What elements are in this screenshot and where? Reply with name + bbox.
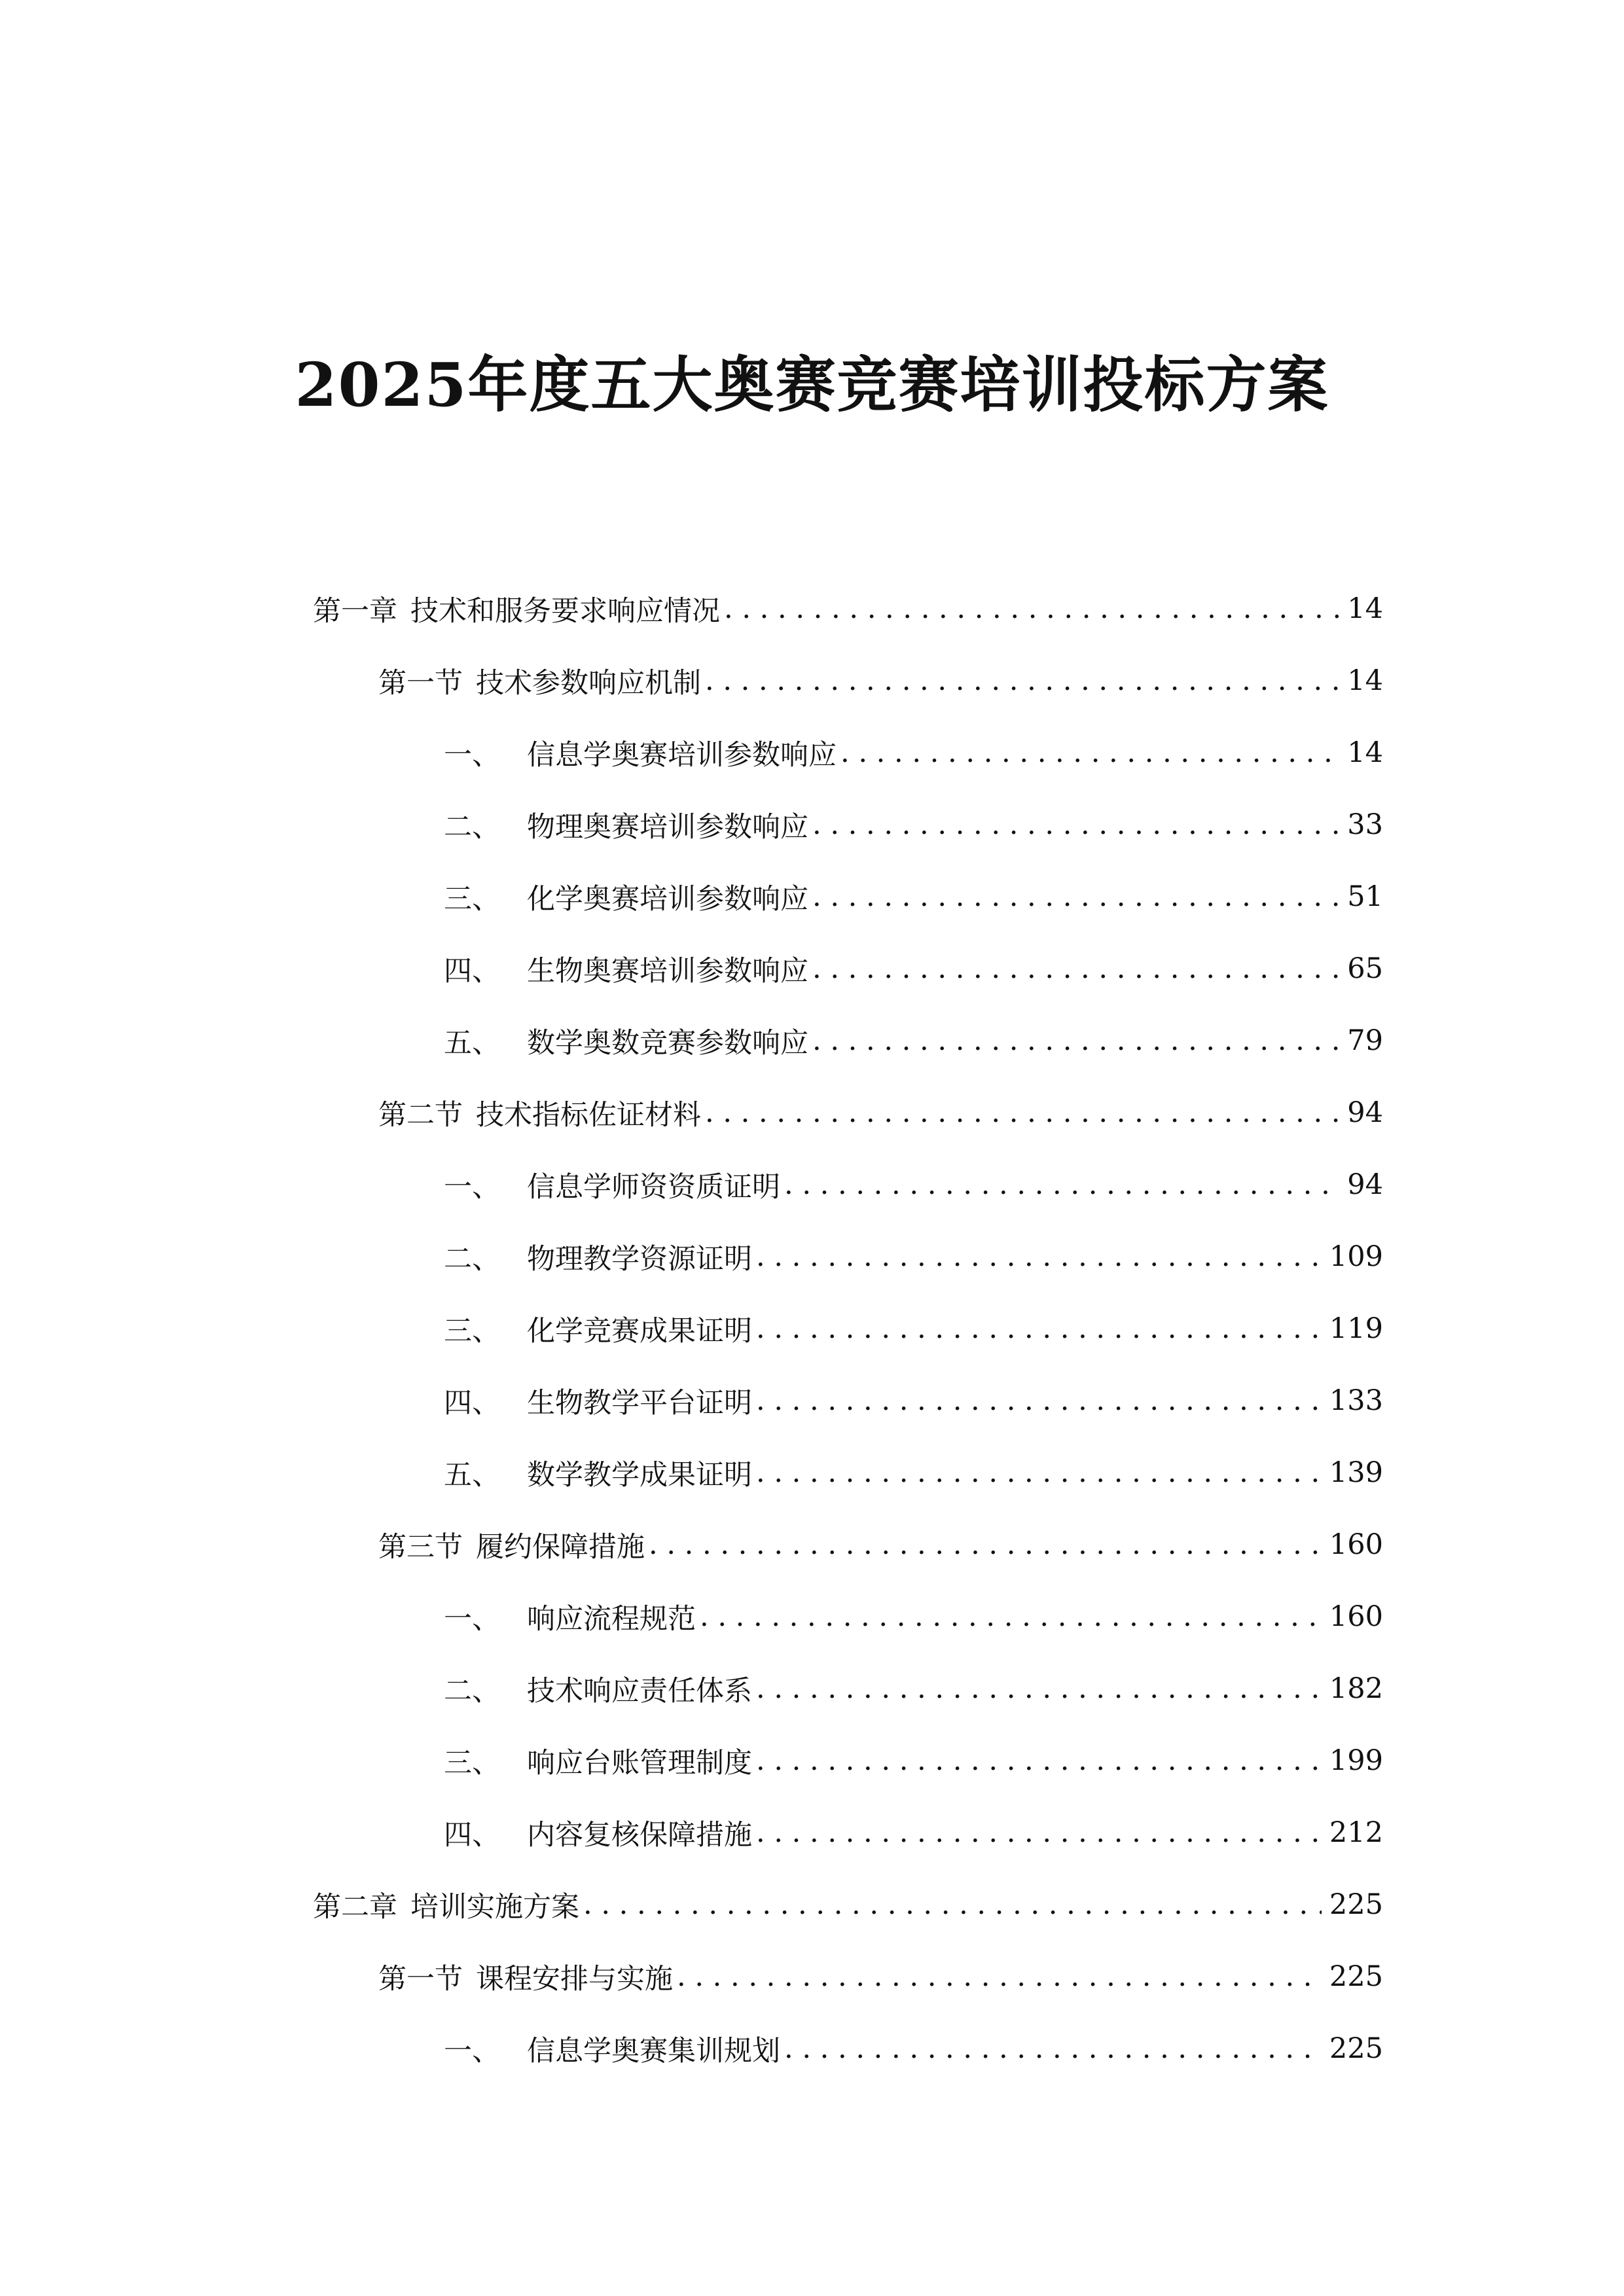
toc-entry-number: 第三节 <box>378 1530 463 1564</box>
dot-leader <box>756 1312 1322 1345</box>
toc-entry-number: 五、 <box>444 1026 500 1060</box>
dot-leader <box>756 1240 1322 1273</box>
dot-leader <box>812 1024 1339 1057</box>
toc-entry[interactable] <box>444 1725 1383 1797</box>
toc-entry-page: 14 <box>1347 592 1383 625</box>
toc-entry[interactable] <box>444 1005 1383 1077</box>
toc-entry-page: 212 <box>1329 1816 1383 1849</box>
toc-entry-title: 技术参数响应机制 <box>476 666 701 700</box>
toc-entry-page: 14 <box>1347 736 1383 769</box>
dot-leader <box>705 1096 1339 1129</box>
dot-leader <box>583 1888 1322 1921</box>
toc-entry-number: 第二节 <box>378 1098 463 1132</box>
toc-entry-title: 内容复核保障措施 <box>527 1818 752 1852</box>
toc-entry[interactable] <box>313 573 1383 645</box>
dot-leader <box>649 1528 1322 1561</box>
toc-entry[interactable] <box>444 1653 1383 1725</box>
dot-leader <box>705 664 1339 697</box>
toc-entry-title: 技术和服务要求响应情况 <box>410 594 720 628</box>
dot-leader <box>700 1600 1322 1633</box>
toc-entry-title: 信息学奥赛培训参数响应 <box>527 738 837 772</box>
dot-leader <box>724 592 1339 625</box>
toc-entry[interactable] <box>444 1149 1383 1221</box>
toc-entry-page: 109 <box>1329 1240 1383 1273</box>
toc-entry-number: 一、 <box>444 738 500 772</box>
toc-entry-title: 响应台账管理制度 <box>527 1746 752 1780</box>
toc-entry-title: 物理奥赛培训参数响应 <box>527 810 808 844</box>
toc-entry-page: 182 <box>1329 1672 1383 1705</box>
dot-leader <box>756 1672 1322 1705</box>
toc-entry[interactable] <box>378 645 1383 717</box>
toc-entry[interactable] <box>444 717 1383 789</box>
toc-entry-page: 65 <box>1347 952 1383 985</box>
toc-entry-page: 199 <box>1329 1744 1383 1777</box>
toc-entry[interactable] <box>378 1077 1383 1149</box>
toc-entry-number: 二、 <box>444 810 500 844</box>
toc-entry-page: 94 <box>1347 1096 1383 1129</box>
toc-entry-page: 33 <box>1347 808 1383 841</box>
toc-entry-page: 94 <box>1347 1168 1383 1201</box>
dot-leader <box>812 952 1339 985</box>
toc-entry-page: 160 <box>1329 1600 1383 1633</box>
toc-entry-title: 化学竞赛成果证明 <box>527 1314 752 1348</box>
toc-entry[interactable] <box>378 1941 1383 2013</box>
toc-entry-number: 二、 <box>444 1242 500 1276</box>
dot-leader <box>784 2032 1322 2065</box>
toc-entry-number: 第二章 <box>313 1890 397 1924</box>
toc-entry-title: 技术指标佐证材料 <box>476 1098 701 1132</box>
dot-leader <box>756 1816 1322 1849</box>
toc-entry-title: 信息学师资资质证明 <box>527 1170 780 1204</box>
toc-entry-page: 225 <box>1329 1960 1383 1993</box>
toc-entry-title: 生物教学平台证明 <box>527 1386 752 1420</box>
toc-entry-title: 课程安排与实施 <box>476 1962 673 1996</box>
toc-entry-number: 三、 <box>444 1314 500 1348</box>
toc-entry-number: 四、 <box>444 954 500 988</box>
toc-entry-number: 一、 <box>444 1170 500 1204</box>
dot-leader <box>784 1168 1339 1201</box>
dot-leader <box>840 736 1339 769</box>
toc-entry-number: 一、 <box>444 2034 500 2068</box>
toc-entry-title: 化学奥赛培训参数响应 <box>527 882 808 916</box>
toc-entry-title: 信息学奥赛集训规划 <box>527 2034 780 2068</box>
toc-entry-title: 生物奥赛培训参数响应 <box>527 954 808 988</box>
toc-entry[interactable] <box>444 1437 1383 1509</box>
toc-entry-title: 物理教学资源证明 <box>527 1242 752 1276</box>
toc-entry[interactable] <box>378 1509 1383 1581</box>
toc-entry-number: 第一章 <box>313 594 397 628</box>
toc-entry-number: 四、 <box>444 1818 500 1852</box>
toc-entry-number: 五、 <box>444 1458 500 1492</box>
toc-entry-page: 225 <box>1329 1888 1383 1921</box>
toc-entry-number: 二、 <box>444 1674 500 1708</box>
toc-entry-title: 培训实施方案 <box>410 1890 579 1924</box>
toc-entry[interactable] <box>313 1869 1383 1941</box>
toc-entry-number: 一、 <box>444 1602 500 1636</box>
dot-leader <box>756 1384 1322 1417</box>
toc-entry-number: 第一节 <box>378 666 463 700</box>
toc-entry-title: 数学教学成果证明 <box>527 1458 752 1492</box>
toc-entry[interactable] <box>444 789 1383 861</box>
toc-entry[interactable] <box>444 933 1383 1005</box>
toc-entry[interactable] <box>444 1293 1383 1365</box>
toc-entry[interactable] <box>444 1797 1383 1869</box>
toc-entry[interactable] <box>444 1365 1383 1437</box>
toc-entry-page: 119 <box>1329 1312 1383 1345</box>
toc-entry-number: 三、 <box>444 1746 500 1780</box>
toc-entry-page: 133 <box>1329 1384 1383 1417</box>
toc-entry-page: 160 <box>1329 1528 1383 1561</box>
toc-entry-number: 三、 <box>444 882 500 916</box>
toc-entry-page: 51 <box>1347 880 1383 913</box>
toc-entry-page: 14 <box>1347 664 1383 697</box>
dot-leader <box>677 1960 1322 1993</box>
toc-entry[interactable] <box>444 861 1383 933</box>
toc-entry-page: 225 <box>1329 2032 1383 2065</box>
dot-leader <box>756 1744 1322 1777</box>
toc-entry[interactable] <box>444 2013 1383 2085</box>
dot-leader <box>756 1456 1322 1489</box>
toc-entry-title: 数学奥数竞赛参数响应 <box>527 1026 808 1060</box>
toc-entry-page: 79 <box>1347 1024 1383 1057</box>
document-title: 2025年度五大奥赛竞赛培训投标方案 <box>295 350 1329 420</box>
toc-entry-title: 技术响应责任体系 <box>527 1674 752 1708</box>
toc-entry-title: 响应流程规范 <box>527 1602 696 1636</box>
toc-entry-number: 第一节 <box>378 1962 463 1996</box>
dot-leader <box>812 880 1339 913</box>
toc-entry[interactable] <box>444 1581 1383 1653</box>
toc-entry-number: 四、 <box>444 1386 500 1420</box>
toc-entry-title: 履约保障措施 <box>476 1530 645 1564</box>
dot-leader <box>812 808 1339 841</box>
toc-entry-page: 139 <box>1329 1456 1383 1489</box>
toc-entry[interactable] <box>444 1221 1383 1293</box>
